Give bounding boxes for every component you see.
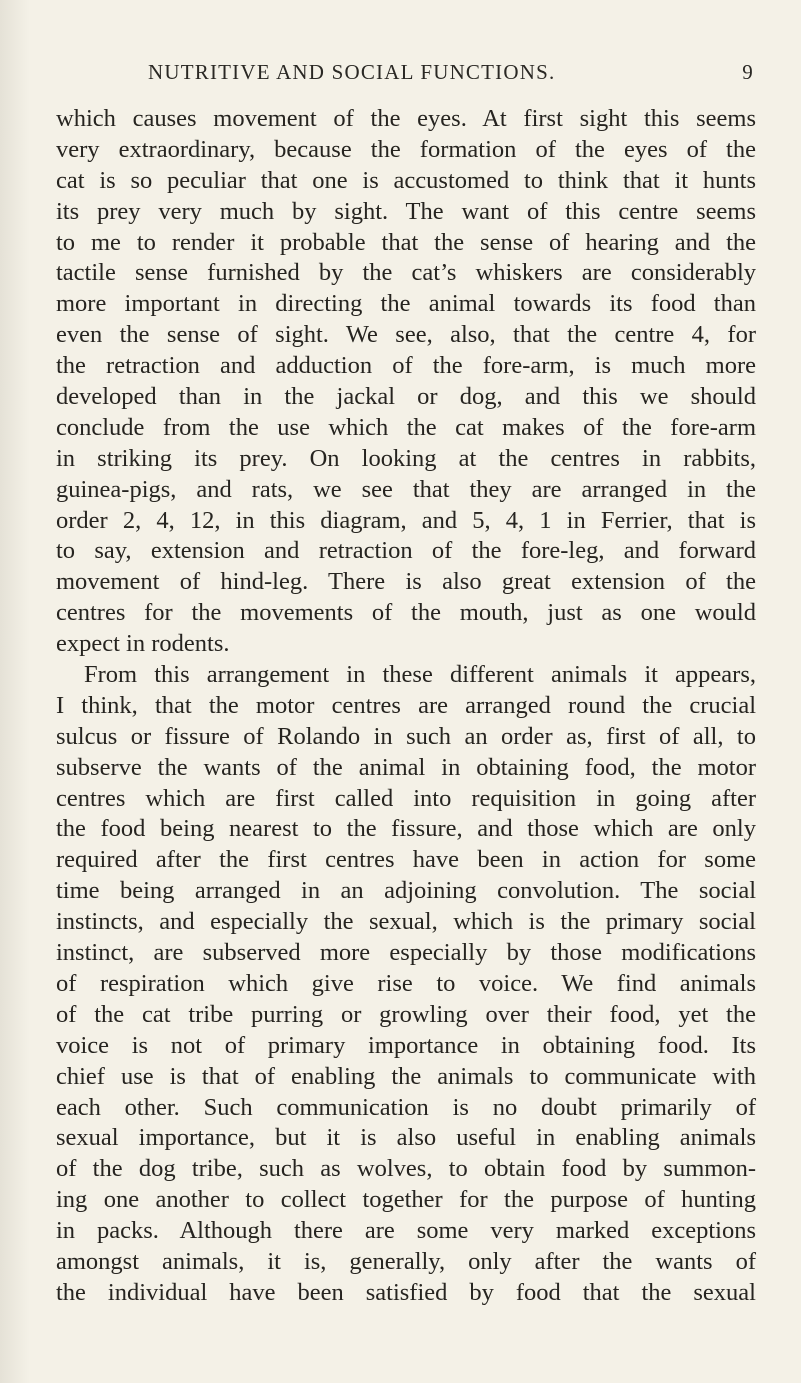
text-line: the food being nearest to the fissure, and those which are only: [56, 815, 756, 843]
paragraph-first-line: From this arrangement in these different animals it appears,: [84, 661, 756, 689]
running-head-title: NUTRITIVE AND SOCIAL FUNCTIONS.: [148, 60, 556, 84]
text-line: centres for the movements of the mouth, just as one would: [56, 599, 756, 627]
text-line: sexual importance, but it is also useful in enabling animals: [56, 1124, 756, 1152]
text-line: I think, that the motor centres are arranged round the crucial: [56, 691, 756, 719]
text-line: of the cat tribe purring or growling over their food, yet the: [56, 1000, 756, 1028]
text-line: sulcus or fissure of Rolando in such an order as, first of all, to: [56, 722, 756, 750]
text-line: expect in rodents.: [56, 630, 230, 658]
text-line: even the sense of sight. We see, also, that the centre 4, for: [56, 321, 756, 349]
text-line: instinct, are subserved more especially by those modifications: [56, 939, 756, 967]
text-line: order 2, 4, 12, in this diagram, and 5, 4, 1 in Ferrier, that is: [56, 506, 756, 534]
body-text: [56, 104, 756, 1309]
text-line: guinea-pigs, and rats, we see that they are arranged in the: [56, 475, 756, 503]
text-line: its prey very much by sight. The want of this centre seems: [56, 197, 756, 225]
text-line: of respiration which give rise to voice. We find animals: [56, 969, 756, 997]
text-line: more important in directing the animal towards its food than: [56, 290, 756, 318]
page-number: 9: [742, 60, 754, 84]
running-head: [148, 60, 754, 85]
text-line: subserve the wants of the animal in obtaining food, the motor: [56, 753, 756, 781]
text-line: in striking its prey. On looking at the centres in rabbits,: [56, 444, 756, 472]
text-line: time being arranged in an adjoining convolution. The social: [56, 877, 756, 905]
text-line: amongst animals, it is, generally, only after the wants of: [56, 1247, 756, 1275]
binding-shadow: [0, 0, 30, 1383]
text-line: centres which are first called into requisition in going after: [56, 784, 756, 812]
text-line: required after the first centres have been in action for some: [56, 846, 756, 874]
text-line: very extraordinary, because the formation of the eyes of the: [56, 135, 756, 163]
text-line: chief use is that of enabling the animals to communicate with: [56, 1062, 756, 1090]
text-line: tactile sense furnished by the cat’s whiskers are considerably: [56, 259, 756, 287]
text-line: ing one another to collect together for the purpose of hunting: [56, 1186, 756, 1214]
text-line: cat is so peculiar that one is accustomed to think that it hunts: [56, 166, 756, 194]
text-line: to say, extension and retraction of the fore-leg, and forward: [56, 537, 756, 565]
text-line: the retraction and adduction of the fore-arm, is much more: [56, 352, 756, 380]
text-line: in packs. Although there are some very marked exceptions: [56, 1217, 756, 1245]
text-line: developed than in the jackal or dog, and this we should: [56, 383, 756, 411]
text-line: the individual have been satisfied by food that the sexual: [56, 1278, 756, 1306]
text-line: conclude from the use which the cat makes of the fore-arm: [56, 413, 756, 441]
text-line: each other. Such communication is no doubt primarily of: [56, 1093, 756, 1121]
text-line: movement of hind-leg. There is also great extension of the: [56, 568, 756, 596]
text-line: instincts, and especially the sexual, which is the primary social: [56, 908, 756, 936]
text-line: which causes movement of the eyes. At first sight this seems: [56, 105, 756, 132]
text-line: to me to render it probable that the sense of hearing and the: [56, 228, 756, 256]
text-line: of the dog tribe, such as wolves, to obtain food by summon-: [56, 1155, 756, 1183]
text-line: voice is not of primary importance in obtaining food. Its: [56, 1031, 756, 1059]
